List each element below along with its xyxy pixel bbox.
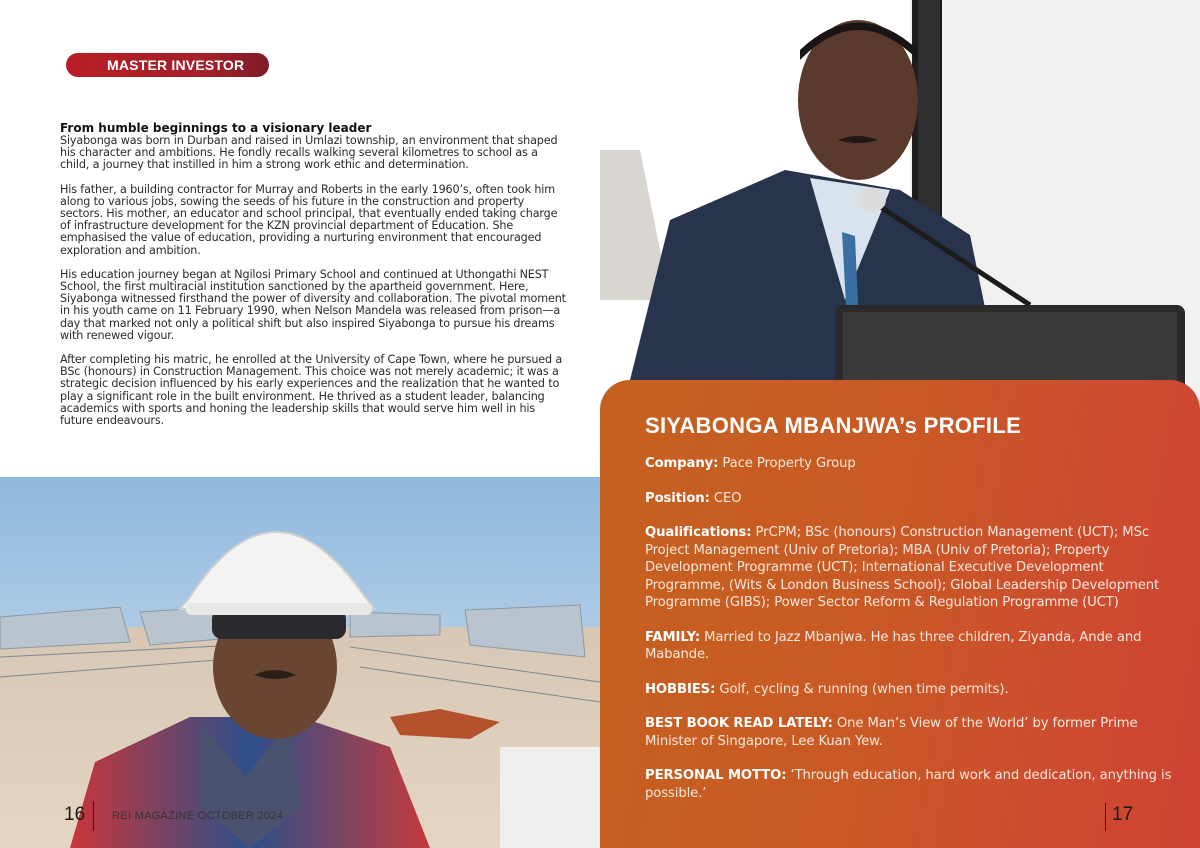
article-heading: From humble beginnings to a visionary leader <box>60 121 372 135</box>
profile-label: Qualifications: <box>645 525 752 540</box>
site-photo <box>0 477 600 848</box>
portrait-photo <box>600 0 1200 400</box>
article-paragraph: His education journey began at Ngilosi Primary School and continued at Uthongathi NEST School, the first multiracial institution sanctioned by the apartheid government. Here, Siyabonga witnessed firsthand the power of diversity and collaboration. The pivotal moment in his youth came on 11 February 1990, when Nelson Mandela was released from prison—a day that marked not only a political shift but also inspired Siyabonga to pursue his dreams with renewed vigour. <box>60 267 566 342</box>
profile-value: Married to Jazz Mbanjwa. He has three children, Ziyanda, Ande and Mabande. <box>645 629 1142 662</box>
article-body <box>60 122 570 439</box>
profile-label: BEST BOOK READ LATELY: <box>645 716 833 731</box>
profile-value: One Man’s View of the World’ by former Prime Minister of Singapore, Lee Kuan Yew. <box>645 716 1138 749</box>
article-paragraph: His father, a building contractor for Murray and Roberts in the early 1960’s, often took him along to various jobs, sowing the seeds of his future in the construction and property sectors. His mother, an educator and school principal, that eventually ended taking charge of infrastructure development for the KZN provincial department of Education. She emphasised the value of education, providing a nurturing environment that encouraged exploration and ambition. <box>60 182 558 257</box>
page-number-divider <box>1105 803 1106 831</box>
profile-value: Golf, cycling & running (when time permits). <box>715 681 1009 697</box>
profile-label: HOBBIES: <box>645 681 716 697</box>
article-paragraph: Siyabonga was born in Durban and raised in Umlazi township, an environment that shaped his character and ambitions. He fondly recalls walking several kilometres to school as a child, a journey that instilled in him a strong work ethic and determination. <box>60 134 558 172</box>
profile-label: Company: <box>645 456 719 471</box>
profile-value: PrCPM; BSc (honours) Construction Management (UCT); MSc Project Management (Univ of Pretoria); MBA (Univ of Pretoria); Property Development Programme (UCT); International Executive Development Programme, (Wits & London Business School); Global Leadership Development Programme (GIBS); Power Sector Reform & Regulation Programme (UCT) <box>645 525 1160 610</box>
profile-details <box>645 455 1175 819</box>
profile-item-family <box>645 629 1175 664</box>
profile-item-hobbies <box>645 681 1175 699</box>
page-number-left: 16 <box>64 804 86 825</box>
profile-value: CEO <box>709 490 742 506</box>
right-page <box>600 0 1200 848</box>
page-number-divider <box>93 801 94 831</box>
section-tag: MASTER INVESTOR <box>66 53 269 77</box>
page-number-right: 17 <box>1112 804 1134 825</box>
profile-item-motto <box>645 767 1175 802</box>
profile-title: SIYABONGA MBANJWA’s PROFILE <box>645 413 1022 438</box>
profile-item-best-book <box>645 715 1175 750</box>
profile-card <box>600 380 1200 848</box>
magazine-issue-label: REI MAGAZINE OCTOBER 2024 <box>112 810 284 822</box>
profile-label: FAMILY: <box>645 629 701 645</box>
profile-item-qualifications <box>645 524 1175 612</box>
profile-value: Pace Property Group <box>718 456 856 471</box>
article-paragraph: After completing his matric, he enrolled at the University of Cape Town, where he pursued a BSc (honours) in Construction Management. This choice was not merely academic; it was a strategic decision influenced by his early experiences and the realization that he wanted to play a significant role in the built environment. He thrived as a student leader, balancing academics with sports and honing the leadership skills that would serve him well in his future endeavours. <box>60 353 563 428</box>
profile-label: Position: <box>645 490 710 506</box>
profile-label: PERSONAL MOTTO: <box>645 768 787 783</box>
profile-value: ‘Through education, hard work and dedication, anything is possible.’ <box>645 768 1172 801</box>
profile-item-position <box>645 490 1175 508</box>
profile-item-company <box>645 455 1175 473</box>
